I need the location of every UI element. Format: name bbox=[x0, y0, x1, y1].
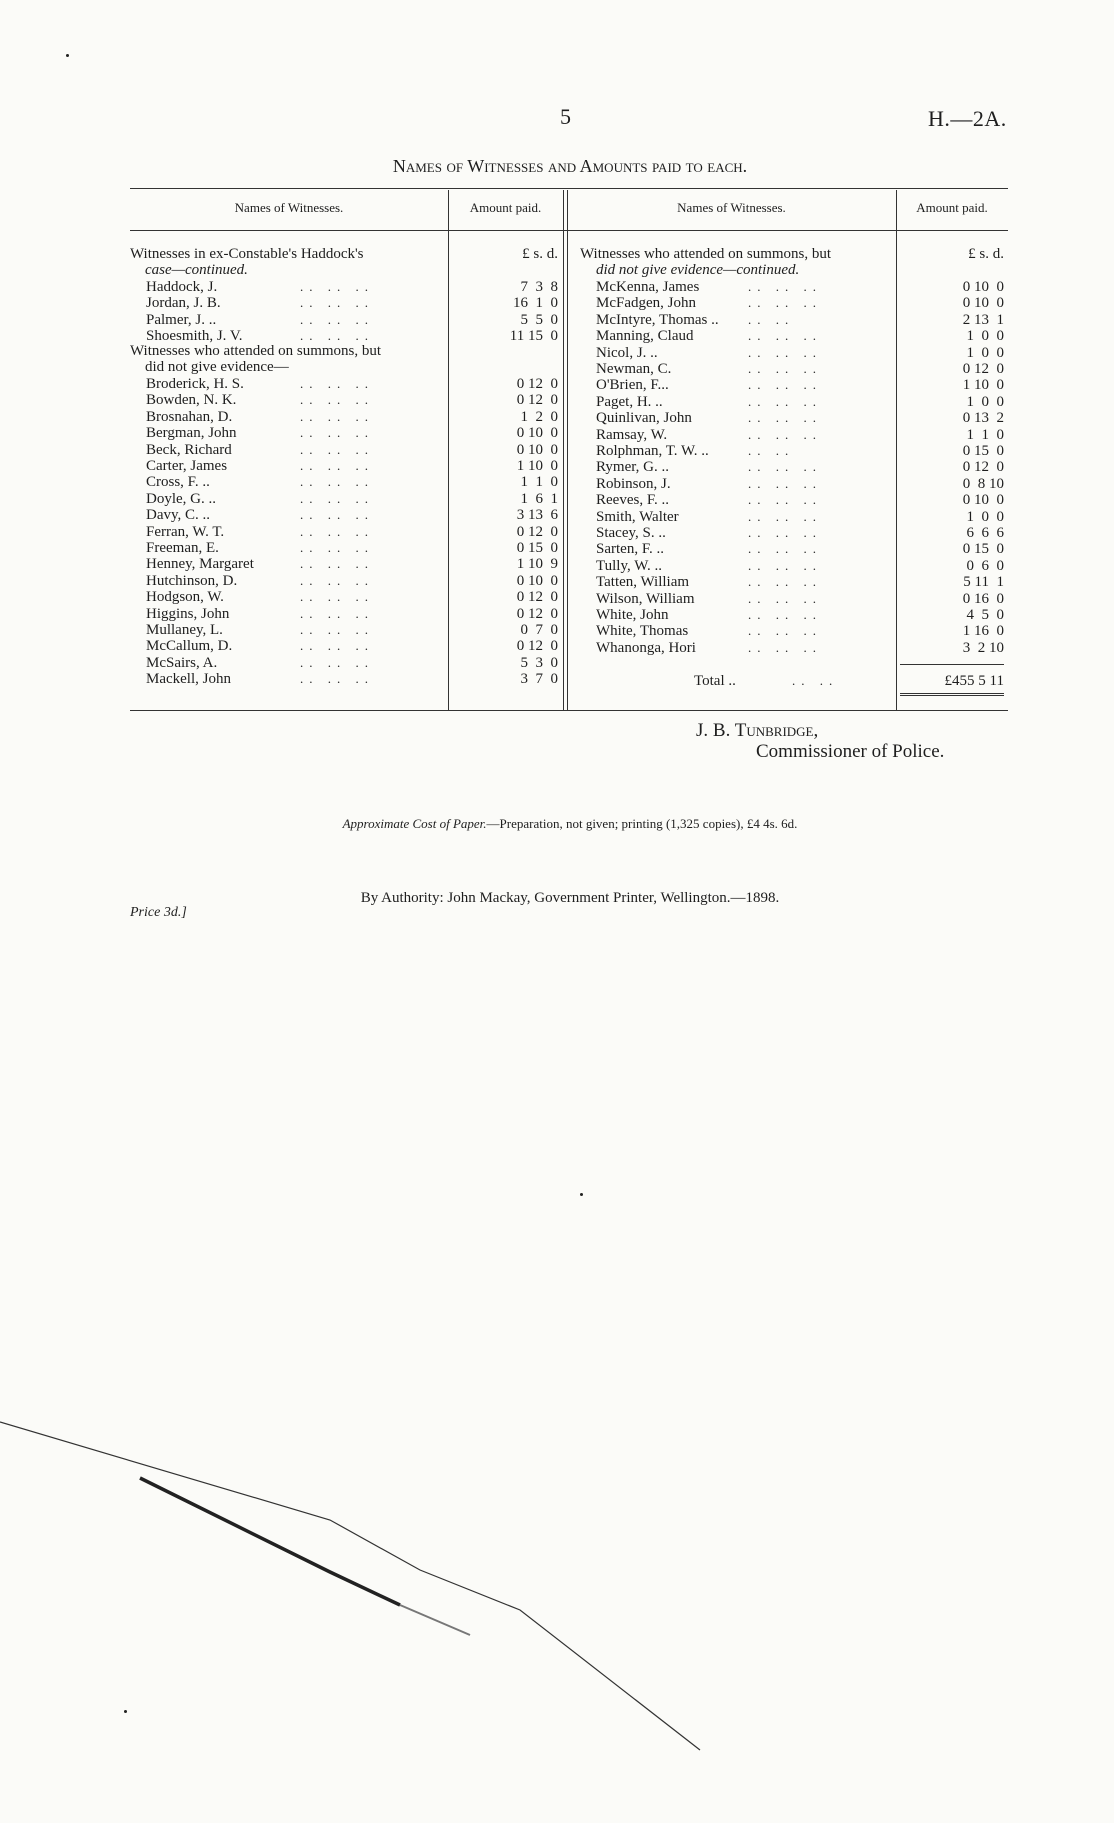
table-row bbox=[0, 312, 1114, 328]
right-witness-name: Whanonga, Hori bbox=[596, 639, 696, 656]
left-amount-paid: 3 13 6 bbox=[516, 507, 558, 524]
table-row bbox=[0, 361, 1114, 377]
left-leader-dots: .. .. .. bbox=[300, 295, 374, 311]
total-rule-above bbox=[900, 664, 1004, 665]
left-witness-name: Mullaney, L. bbox=[146, 622, 223, 638]
left-amount-paid: 1 6 1 bbox=[520, 490, 558, 507]
right-leader-dots: .. .. .. bbox=[748, 393, 822, 409]
right-amount-paid: 5 11 1 bbox=[963, 574, 1004, 591]
currency-header-left: £ s. d. bbox=[522, 246, 558, 262]
right-witness-name: Smith, Walter bbox=[596, 508, 679, 525]
right-leader-dots: .. .. bbox=[748, 311, 795, 327]
cost-note-rest: —Preparation, not given; printing (1,325 copies), £4 4s. 6d. bbox=[486, 816, 798, 831]
right-amount-paid: 1 0 0 bbox=[966, 328, 1004, 345]
price-label: Price 3d.] bbox=[130, 905, 187, 920]
right-leader-dots: .. .. .. bbox=[748, 279, 822, 294]
left-amount-paid: 5 5 0 bbox=[520, 311, 558, 328]
right-witness-name: Rymer, G. .. bbox=[596, 459, 669, 476]
left-leader-dots: .. .. .. bbox=[300, 523, 374, 539]
left-leader-dots: .. .. .. bbox=[300, 376, 374, 391]
table-row bbox=[0, 492, 1114, 508]
right-amount-paid: 0 6 0 bbox=[966, 557, 1004, 574]
table-row bbox=[0, 607, 1114, 623]
col-header-names-right: Names of Witnesses. bbox=[677, 200, 786, 215]
left-leader-dots: .. .. .. bbox=[300, 622, 374, 637]
left-witness-name: Hutchinson, D. bbox=[146, 572, 238, 589]
cost-note-prefix: Approximate Cost of Paper. bbox=[342, 816, 487, 831]
right-amount-paid: 4 5 0 bbox=[966, 607, 1004, 623]
right-leader-dots: .. .. .. bbox=[748, 623, 822, 639]
left-amount-paid: 0 12 0 bbox=[516, 638, 558, 655]
col-header-amount-right: Amount paid. bbox=[916, 200, 988, 215]
right-amount-paid: 0 10 0 bbox=[962, 295, 1004, 312]
total-amount: £455 5 11 bbox=[944, 673, 1004, 689]
left-amount-paid: 0 12 0 bbox=[516, 392, 558, 409]
table-row bbox=[0, 295, 1114, 311]
right-leader-dots: .. .. .. bbox=[748, 410, 822, 426]
right-witness-name: Nicol, J. .. bbox=[596, 344, 658, 361]
left-amount-paid: 0 12 0 bbox=[516, 605, 558, 622]
right-witness-name: Tully, W. .. bbox=[596, 557, 663, 574]
right-leader-dots: .. .. .. bbox=[748, 328, 822, 344]
table-row bbox=[0, 623, 1114, 639]
left-witness-name: Cross, F. .. bbox=[146, 474, 210, 491]
right-leader-dots: .. .. bbox=[748, 443, 795, 458]
section-heading bbox=[145, 262, 445, 278]
left-witness-name: Ferran, W. T. bbox=[146, 523, 225, 540]
table-row bbox=[0, 558, 1114, 574]
left-leader-dots: .. .. .. bbox=[300, 328, 374, 344]
right-amount-paid: 1 0 0 bbox=[966, 508, 1004, 525]
right-leader-dots: .. .. .. bbox=[748, 361, 822, 376]
left-leader-dots: .. .. .. bbox=[300, 392, 374, 408]
total-label: Total .. bbox=[694, 673, 736, 689]
right-witness-name: Reeves, F. .. bbox=[596, 492, 669, 509]
left-witness-name: Higgins, John bbox=[146, 605, 230, 622]
left-witness-name: Doyle, G. .. bbox=[146, 490, 216, 507]
total-row bbox=[596, 673, 896, 689]
left-witness-name: Hodgson, W. bbox=[146, 589, 224, 606]
left-leader-dots: .. .. .. bbox=[300, 474, 374, 490]
right-leader-dots: .. .. .. bbox=[748, 475, 822, 491]
right-leader-dots: .. .. .. bbox=[748, 557, 822, 573]
left-leader-dots: .. .. .. bbox=[300, 654, 374, 670]
scan-streak-fade bbox=[400, 1605, 470, 1635]
col-header-amount-left: Amount paid. bbox=[469, 200, 542, 215]
left-amount-paid: 0 15 0 bbox=[516, 540, 558, 556]
scan-streak bbox=[0, 1420, 760, 1820]
table-row bbox=[0, 476, 1114, 492]
left-amount-paid: 0 7 0 bbox=[520, 622, 558, 638]
right-witness-name: O'Brien, F... bbox=[596, 377, 669, 394]
section-heading-line2: did not give evidence—continued. bbox=[596, 262, 800, 278]
table-row bbox=[0, 655, 1114, 671]
table-row bbox=[0, 640, 1114, 656]
left-witness-name: Broderick, H. S. bbox=[146, 376, 244, 392]
table-row bbox=[0, 279, 1114, 295]
left-amount-paid: 11 15 0 bbox=[509, 328, 558, 345]
left-leader-dots: .. .. .. bbox=[300, 441, 374, 457]
left-amount-paid: 0 12 0 bbox=[516, 523, 558, 540]
right-amount-paid: 1 16 0 bbox=[962, 623, 1004, 640]
right-witness-name: Tatten, William bbox=[596, 574, 690, 591]
left-leader-dots: .. .. .. bbox=[300, 556, 374, 572]
right-witness-name: Robinson, J. bbox=[596, 475, 671, 492]
right-witness-name: Manning, Claud bbox=[596, 328, 694, 345]
right-witness-name: White, Thomas bbox=[596, 623, 689, 640]
left-witness-name: Brosnahan, D. bbox=[146, 408, 233, 425]
right-leader-dots: .. .. .. bbox=[748, 541, 822, 557]
right-leader-dots: .. .. .. bbox=[748, 525, 822, 540]
right-witness-name: Paget, H. .. bbox=[596, 393, 663, 410]
right-witness-name: Wilson, William bbox=[596, 590, 695, 607]
right-amount-paid: 2 13 1 bbox=[962, 311, 1004, 328]
section-heading bbox=[580, 246, 900, 262]
section-heading-line1: Witnesses who attended on summons, but bbox=[580, 246, 832, 262]
right-witness-name: McFadgen, John bbox=[596, 295, 696, 312]
page-number: 5 bbox=[560, 104, 571, 129]
left-leader-dots: .. .. .. bbox=[300, 311, 374, 327]
right-amount-paid: 0 15 0 bbox=[962, 541, 1004, 558]
total-double-rule bbox=[900, 693, 1004, 698]
table-row bbox=[0, 574, 1114, 590]
right-leader-dots: .. .. .. bbox=[748, 508, 822, 524]
header-bottom-rule bbox=[130, 230, 1008, 231]
table-row bbox=[0, 427, 1114, 443]
table-row bbox=[0, 328, 1114, 344]
section-heading bbox=[130, 246, 450, 262]
right-leader-dots: .. .. .. bbox=[748, 639, 822, 655]
section-heading-line2: did not give evidence— bbox=[145, 359, 289, 375]
right-amount-paid: 3 2 10 bbox=[962, 639, 1004, 656]
cost-note bbox=[130, 816, 1010, 832]
table-bottom-rule bbox=[130, 710, 1008, 711]
table-top-rule bbox=[130, 188, 1008, 189]
right-witness-name: Stacey, S. .. bbox=[596, 525, 666, 541]
left-leader-dots: .. .. .. bbox=[300, 490, 374, 506]
signatory-name: J. B. Tunbridge, bbox=[696, 720, 819, 741]
left-leader-dots: .. .. .. bbox=[300, 638, 374, 654]
left-witness-name: Mackell, John bbox=[146, 671, 231, 688]
right-leader-dots: .. .. .. bbox=[748, 295, 822, 311]
left-witness-name: Shoesmith, J. V. bbox=[146, 328, 243, 345]
left-amount-paid: 7 3 8 bbox=[520, 279, 558, 295]
left-leader-dots: .. .. .. bbox=[300, 507, 374, 523]
left-witness-name: Beck, Richard bbox=[146, 441, 232, 458]
table-row bbox=[0, 345, 1114, 361]
section-heading bbox=[596, 262, 896, 278]
document-reference: H.—2A. bbox=[928, 106, 1007, 131]
left-witness-name: Carter, James bbox=[146, 458, 228, 474]
left-amount-paid: 1 2 0 bbox=[520, 408, 558, 425]
currency-header-right: £ s. d. bbox=[968, 246, 1004, 262]
left-witness-name: Henney, Margaret bbox=[146, 556, 254, 573]
scan-speck bbox=[66, 54, 69, 57]
right-amount-paid: 1 1 0 bbox=[966, 426, 1004, 443]
scan-streak-line bbox=[0, 1422, 700, 1750]
left-leader-dots: .. .. .. bbox=[300, 605, 374, 621]
section-heading-line2: case—continued. bbox=[145, 262, 248, 278]
table-row bbox=[0, 509, 1114, 525]
left-amount-paid: 0 10 0 bbox=[516, 441, 558, 458]
table-row bbox=[0, 443, 1114, 459]
printer-authority: By Authority: John Mackay, Government Printer, Wellington.—1898. bbox=[360, 890, 780, 906]
left-witness-name: Freeman, E. bbox=[146, 540, 219, 556]
right-leader-dots: .. .. .. bbox=[748, 377, 822, 393]
right-leader-dots: .. .. .. bbox=[748, 590, 822, 606]
left-witness-name: Bergman, John bbox=[146, 425, 237, 442]
right-amount-paid: 0 8 10 bbox=[962, 475, 1004, 492]
right-amount-paid: 0 12 0 bbox=[962, 361, 1004, 377]
table-row bbox=[0, 394, 1114, 410]
total-dots: .. .. bbox=[792, 673, 839, 688]
left-amount-paid: 1 1 0 bbox=[520, 474, 558, 491]
col-header-names-left: Names of Witnesses. bbox=[234, 200, 344, 215]
table-title: Names of Witnesses and Amounts paid to each. bbox=[392, 156, 748, 176]
left-amount-paid: 1 10 9 bbox=[516, 556, 558, 573]
right-witness-name: McKenna, James bbox=[596, 279, 700, 295]
left-leader-dots: .. .. .. bbox=[300, 408, 374, 424]
left-amount-paid: 5 3 0 bbox=[520, 654, 558, 671]
left-witness-name: Jordan, J. B. bbox=[146, 295, 221, 312]
left-witness-name: Haddock, J. bbox=[146, 279, 218, 295]
left-amount-paid: 3 7 0 bbox=[520, 671, 558, 688]
left-leader-dots: .. .. .. bbox=[300, 458, 374, 473]
scan-speck bbox=[580, 1193, 583, 1196]
right-amount-paid: 0 10 0 bbox=[962, 279, 1004, 295]
section-heading-line1: Witnesses who attended on summons, but bbox=[130, 343, 382, 359]
left-amount-paid: 0 12 0 bbox=[516, 589, 558, 606]
left-amount-paid: 0 12 0 bbox=[516, 376, 558, 392]
right-amount-paid: 0 10 0 bbox=[962, 492, 1004, 509]
table-row bbox=[0, 591, 1114, 607]
right-amount-paid: 1 10 0 bbox=[962, 377, 1004, 394]
right-witness-name: Newman, C. bbox=[596, 361, 672, 377]
left-witness-name: Palmer, J. .. bbox=[146, 311, 217, 328]
right-witness-name: Rolphman, T. W. .. bbox=[596, 443, 709, 459]
right-witness-name: Quinlivan, John bbox=[596, 410, 692, 427]
right-witness-name: White, John bbox=[596, 607, 669, 623]
right-amount-paid: 1 0 0 bbox=[966, 344, 1004, 361]
left-amount-paid: 0 10 0 bbox=[516, 425, 558, 442]
table-row bbox=[0, 541, 1114, 557]
right-leader-dots: .. .. .. bbox=[748, 574, 822, 590]
right-amount-paid: 0 12 0 bbox=[962, 459, 1004, 476]
left-witness-name: Davy, C. .. bbox=[146, 507, 211, 524]
left-leader-dots: .. .. .. bbox=[300, 589, 374, 605]
left-leader-dots: .. .. .. bbox=[300, 671, 374, 687]
left-witness-name: McCallum, D. bbox=[146, 638, 233, 655]
left-leader-dots: .. .. .. bbox=[300, 540, 374, 555]
right-leader-dots: .. .. .. bbox=[748, 607, 822, 622]
right-witness-name: Sarten, F. .. bbox=[596, 541, 664, 558]
right-leader-dots: .. .. .. bbox=[748, 344, 822, 360]
right-amount-paid: 1 0 0 bbox=[966, 393, 1004, 410]
table-row bbox=[0, 410, 1114, 426]
right-amount-paid: 0 15 0 bbox=[962, 443, 1004, 459]
right-amount-paid: 6 6 6 bbox=[966, 525, 1004, 541]
left-amount-paid: 16 1 0 bbox=[513, 295, 558, 312]
left-witness-name: McSairs, A. bbox=[146, 654, 218, 671]
left-amount-paid: 0 10 0 bbox=[516, 572, 558, 589]
left-leader-dots: .. .. .. bbox=[300, 425, 374, 441]
signatory-title: Commissioner of Police. bbox=[756, 741, 945, 762]
table-row bbox=[0, 459, 1114, 475]
left-leader-dots: .. .. .. bbox=[300, 279, 374, 294]
right-witness-name: Ramsay, W. bbox=[596, 426, 668, 443]
left-leader-dots: .. .. .. bbox=[300, 572, 374, 588]
left-witness-name: Bowden, N. K. bbox=[146, 392, 237, 409]
right-amount-paid: 0 16 0 bbox=[962, 590, 1004, 607]
scan-streak-heavy bbox=[140, 1478, 400, 1605]
right-leader-dots: .. .. .. bbox=[748, 426, 822, 442]
table-row bbox=[0, 525, 1114, 541]
right-amount-paid: 0 13 2 bbox=[962, 410, 1004, 427]
right-leader-dots: .. .. .. bbox=[748, 492, 822, 508]
section-heading-line1: Witnesses in ex-Constable's Haddock's bbox=[130, 246, 364, 262]
table-row bbox=[0, 377, 1114, 393]
right-leader-dots: .. .. .. bbox=[748, 459, 822, 475]
left-amount-paid: 1 10 0 bbox=[516, 458, 558, 474]
right-witness-name: McIntyre, Thomas .. bbox=[596, 311, 719, 328]
